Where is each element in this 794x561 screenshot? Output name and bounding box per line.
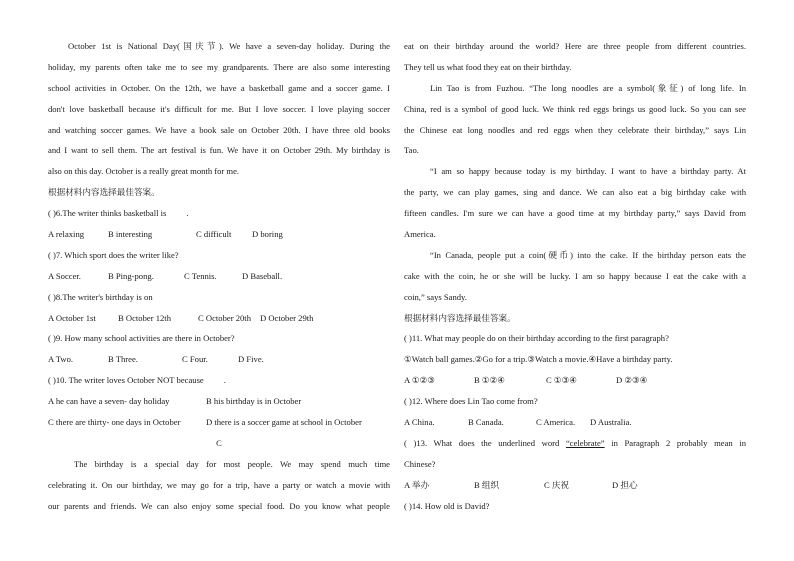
passage-line: “I am so happy because today is my birthday. I want to have a birthday party. At <box>430 166 746 177</box>
passage-line: cake with the coin, he or she will be lucky. I am so happy because I eat the cake with a <box>404 270 746 281</box>
passage-line: Lin Tao is from Fuzhou. “The long noodles are a symbol(象征) of long life. In <box>430 82 746 93</box>
option-d[interactable]: D boring <box>252 229 283 240</box>
option-c[interactable]: C Tennis. <box>184 270 217 281</box>
option-d[interactable]: D Baseball. <box>242 270 283 281</box>
option-b[interactable]: B Ping-pong. <box>108 270 154 281</box>
question-7-options <box>48 266 390 287</box>
question-8-stem: ( )8.The writer's birthday is on <box>48 291 153 302</box>
passage-line: “In Canada, people put a coin(硬币) into the cake. If the birthday person eats the <box>430 249 746 260</box>
left-column <box>48 36 390 516</box>
option-d[interactable]: D there is a soccer game at school in October <box>206 417 362 428</box>
option-c[interactable]: C ①③④ <box>546 375 577 386</box>
passage-line: China, red is a symbol of good luck. We think red eggs brings us good luck. So you can see <box>404 103 746 114</box>
option-a[interactable]: A ①②③ <box>404 375 435 386</box>
option-c[interactable]: C there are thirty- one days in October <box>48 417 181 428</box>
passage-line: They tell us what food they eat on their birthday. <box>404 61 572 72</box>
passage-line: eat on their birthday around the world? Here are three people from different countries. <box>404 41 746 51</box>
option-d[interactable]: D Australia. <box>590 417 632 428</box>
section-c-heading: C <box>216 437 222 448</box>
option-d[interactable]: D ②③④ <box>616 375 648 386</box>
option-c[interactable]: C October 20th <box>198 312 251 323</box>
question-11-options <box>404 370 746 391</box>
question-6-options <box>48 224 390 245</box>
option-a[interactable]: A Two. <box>48 354 74 365</box>
passage-line: school activities in October. On the 12th, we have a basketball game and a soccer game. I <box>48 82 390 93</box>
question-12-options <box>404 412 746 433</box>
option-a[interactable]: A China. <box>404 417 435 428</box>
passage-line: Tao. <box>404 145 419 156</box>
question-9-options <box>48 349 390 370</box>
passage-line: fifteen candles. I'm sure we can have a good time at my birthday party,” says David from <box>404 208 746 219</box>
option-b[interactable]: B October 12th <box>118 312 171 323</box>
section-instruction: 根据材料内容选择最佳答案。 <box>48 187 160 198</box>
question-6-stem <box>48 203 390 224</box>
question-10-stem-b: . <box>223 375 226 386</box>
passage-line: America. <box>404 229 436 240</box>
option-d[interactable]: D 担心 <box>612 479 638 490</box>
question-13-options <box>404 475 746 496</box>
question-10-stem <box>48 370 390 391</box>
underlined-word: “celebrate” <box>565 437 605 448</box>
passage-line: and watching soccer games. We have a book sale on October 20th. I have three old books <box>48 124 390 135</box>
question-11-stem: ( )11. What may people do on their birthday according to the first paragraph? <box>404 333 669 344</box>
passage-line: the party, we can play games, sing and dance. We can also eat a big birthday cake with <box>404 187 746 198</box>
question-14-stem: ( )14. How old is David? <box>404 500 490 511</box>
question-10-options-row1 <box>48 391 390 412</box>
question-6-stem-a: ( )6.The writer thinks basketball is <box>48 208 167 219</box>
option-b[interactable]: B Canada. <box>468 417 504 428</box>
option-a[interactable]: A Soccer. <box>48 270 81 281</box>
question-10-stem-a: ( )10. The writer loves October NOT because <box>48 375 204 386</box>
passage-line: and I want to sell them. The art festival is fun. We have it on October 29th. My birthday is <box>48 145 390 156</box>
option-a[interactable]: A October 1st <box>48 312 96 323</box>
question-13-stem-b: in Paragraph 2 probably mean in <box>604 437 746 448</box>
option-b[interactable]: B ①②④ <box>474 375 505 386</box>
right-column <box>404 36 746 516</box>
section-instruction: 根据材料内容选择最佳答案。 <box>404 312 516 323</box>
question-9-stem: ( )9. How many school activities are there in October? <box>48 333 235 344</box>
passage-line: our parents and friends. We can also enjoy some special food. Do you know what people <box>48 500 390 511</box>
passage-line: holiday, my parents often take me to see my grandparents. There are also some interesting <box>48 61 390 72</box>
passage-line: The birthday is a special day for most people. We may spend much time <box>74 458 390 469</box>
passage-line: also on this day. October is a really great month for me. <box>48 166 240 177</box>
question-13-stem <box>404 433 746 454</box>
option-c[interactable]: C Four. <box>182 354 208 365</box>
question-11-choices: ①Watch ball games.②Go for a trip.③Watch a movie.④Have a birthday party. <box>404 354 673 365</box>
option-c[interactable]: C 庆祝 <box>544 479 570 490</box>
option-b[interactable]: B Three. <box>108 354 138 365</box>
option-a[interactable]: A he can have a seven- day holiday <box>48 396 170 407</box>
question-6-stem-b: . <box>186 208 189 219</box>
passage-line: October 1st is National Day(国庆节). We have a seven-day holiday. During the <box>68 41 390 51</box>
question-13-stem-a: ( )13. What does the underlined word <box>404 437 566 448</box>
passage-line: coin,” says Sandy. <box>404 291 467 302</box>
question-10-options-row2 <box>48 412 390 433</box>
passage-line: the Chinese eat long noodles and red eggs when they celebrate their birthday,” says Lin <box>404 124 746 135</box>
option-c[interactable]: C difficult <box>196 229 232 240</box>
option-a[interactable]: A relaxing <box>48 229 85 240</box>
question-13-stem-cont: Chinese? <box>404 458 436 469</box>
option-b[interactable]: B 组织 <box>474 479 500 490</box>
question-12-stem: ( )12. Where does Lin Tao come from? <box>404 396 538 407</box>
passage-line: don't love basketball because it's difficult for me. But I love soccer. I love playing soccer <box>48 103 390 114</box>
option-d[interactable]: D Five. <box>238 354 264 365</box>
option-b[interactable]: B interesting <box>108 229 153 240</box>
option-b[interactable]: B his birthday is in October <box>206 396 302 407</box>
option-d[interactable]: D October 29th <box>260 312 314 323</box>
passage-line: celebrating it. On our birthday, we may go for a trip, have a party or watch a movie with <box>48 479 390 490</box>
question-8-options <box>48 308 390 329</box>
option-c[interactable]: C America. <box>536 417 576 428</box>
question-7-stem: ( )7. Which sport does the writer like? <box>48 249 179 260</box>
option-a[interactable]: A 举办 <box>404 479 430 490</box>
